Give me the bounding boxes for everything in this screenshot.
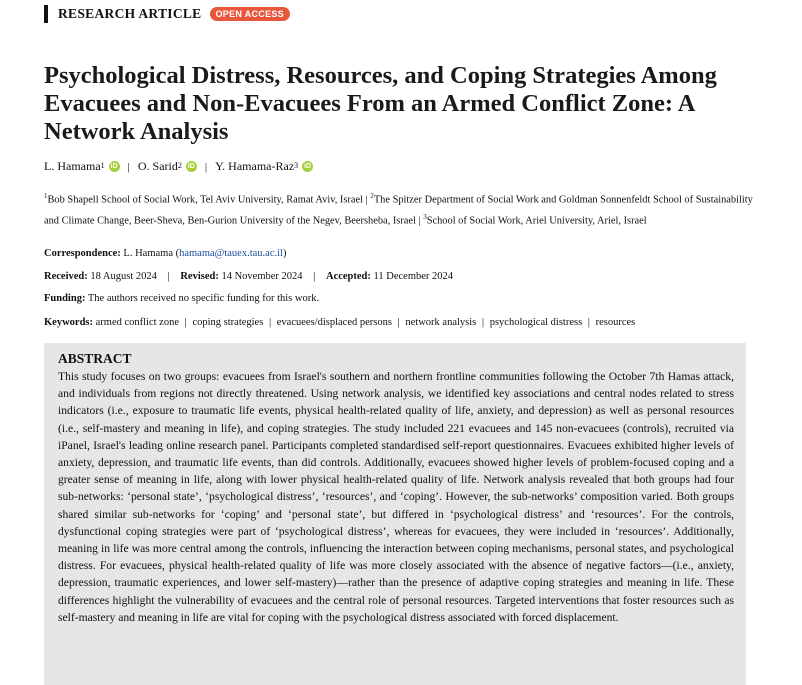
author-1[interactable] — [44, 159, 120, 174]
affil-separator: | — [365, 194, 368, 206]
affil-sup: 2 — [370, 192, 374, 200]
article-header — [44, 5, 290, 23]
author-3[interactable] — [215, 159, 313, 174]
keyword[interactable]: armed conflict zone — [95, 317, 179, 328]
article-title: Psychological Distress, Resources, and Coping Strategies Among Evacuees and Non-Evacuees From an Armed Conflict Zone: A Network Analysis — [44, 62, 717, 145]
funding-label: Funding: — [44, 293, 86, 304]
keyword[interactable]: network analysis — [405, 317, 477, 328]
author-separator: | — [127, 160, 130, 173]
author-name: L. Hamama — [44, 159, 101, 173]
date-separator: | — [167, 270, 170, 282]
revised-date: 14 November 2024 — [221, 271, 303, 282]
affil-sup: 1 — [44, 192, 48, 200]
funding-text: The authors received no specific funding for this work. — [87, 293, 320, 304]
received-label: Received: — [44, 271, 88, 282]
affil-separator: | — [418, 215, 421, 227]
affiliation-3: School of Social Work, Ariel University, Ariel, Israel — [426, 215, 647, 227]
article-type-label: RESEARCH ARTICLE — [58, 6, 202, 21]
affiliations — [44, 188, 754, 230]
author-list — [44, 159, 313, 174]
orcid-icon[interactable]: iD — [110, 163, 118, 170]
orcid-icon[interactable]: iD — [304, 163, 312, 170]
correspondence-label: Correspondence: — [44, 248, 121, 259]
keyword-separator: | — [481, 316, 485, 328]
header-accent-bar — [44, 5, 48, 23]
correspondence-line: Correspondence: L. Hamama (hamama@tauex.tau.ac.il) — [44, 248, 287, 259]
author-name: O. Sarid — [137, 159, 178, 173]
keywords-label: Keywords: — [44, 317, 93, 328]
keyword[interactable]: evacuees/displaced persons — [276, 317, 392, 328]
author-affil-sup: 3 — [294, 161, 299, 170]
affiliation-2: The Spitzer Department of Social Work and Goldman Sonnenfeldt School of Sustainability and Climate Change, Beer-Sheva, Ben-Gurion University of the Negev, Beersheba, Israel — [44, 194, 753, 227]
received-date: 18 August 2024 — [90, 271, 157, 282]
open-access-badge[interactable]: OPEN ACCESS — [210, 7, 290, 21]
author-affil-sup: 1 — [100, 161, 105, 170]
author-2[interactable] — [138, 159, 197, 174]
affil-sup: 3 — [423, 212, 427, 221]
keyword[interactable]: coping strategies — [192, 317, 264, 328]
abstract-text: This study focuses on two groups: evacuees from Israel's southern and northern frontline communities following the October 7th Hamas attack, and individuals from regions not directly threatened. Using network analysis, we identified key associations and central nodes related to stress indicators (i.e., exposure to traumatic life events, physical health-related quality of life, anxiety, and depression) as well as personal resources (i.e., self-mastery and meaning in life), and coping strategies. The study included 221 evacuees and 145 non-evacuees (controls), recruited via iPanel, Israel's leading online research panel. Participants completed standardised self-report questionnaires. Evacuees exhibited higher levels of anxiety, depression, and traumatic life events, than did controls. Additionally, evacuees showed higher levels of problem-focused coping and a greater sense of meaning in life, along with lower physical health-related quality of life. Network analysis revealed that both groups had four sub-networks: ‘personal state’, ‘psychological distress’, ‘resources’, and ‘coping’. However, the sub-networks’ composition varied. Both groups shared similar sub-networks for ‘coping’ and ‘personal state’, but differed in ‘psychological distress’ and ‘resources’. For the controls, dysfunctional coping strategies were part of ‘psychological distress’, whereas for evacuees, they were included in ‘resources’. Additionally, meaning in life was more central among the controls, influencing the interaction between coping mechanisms, personal states, and psychological distress. For evacuees, physical health-related quality of life was more closely associated with the absence of negative factors—(i.e., anxiety, depression, traumatic experiences, and lower self-mastery)—rather than the presence of adaptive coping strategies and meaning in life. These differences highlight the vulnerability of evacuees and the central role of personal resources. Targeted interventions that foster resources such as self-mastery and meaning in life are vital for coping with the psychological distress associated with forced displacement. — [58, 370, 734, 624]
keyword-separator: | — [397, 316, 400, 328]
date-separator: | — [313, 270, 316, 282]
orcid-icon[interactable]: iD — [187, 163, 195, 170]
affiliation-1: Bob Shapell School of Social Work, Tel Aviv University, Ramat Aviv, Israel — [47, 194, 363, 206]
abstract-box — [44, 343, 746, 685]
author-separator: | — [204, 160, 208, 173]
keywords-line — [44, 316, 635, 328]
keyword-separator: | — [268, 316, 272, 328]
author-name: Y. Hamama-Raz — [215, 159, 295, 173]
accepted-label: Accepted: — [325, 271, 371, 282]
keyword-separator: | — [184, 316, 187, 328]
accepted-date: 11 December 2024 — [373, 271, 454, 282]
keyword-separator: | — [587, 316, 590, 328]
keyword[interactable]: resources — [595, 317, 636, 328]
correspondence-email-link[interactable]: hamama@tauex.tau.ac.il — [179, 248, 283, 259]
author-affil-sup: 2 — [177, 161, 182, 170]
correspondence-name: L. Hamama — [123, 248, 173, 259]
revised-label: Revised: — [180, 271, 219, 282]
dates-line — [44, 270, 453, 282]
funding-line — [44, 293, 319, 304]
keyword[interactable]: psychological distress — [489, 317, 583, 328]
abstract-heading: ABSTRACT — [58, 351, 132, 366]
